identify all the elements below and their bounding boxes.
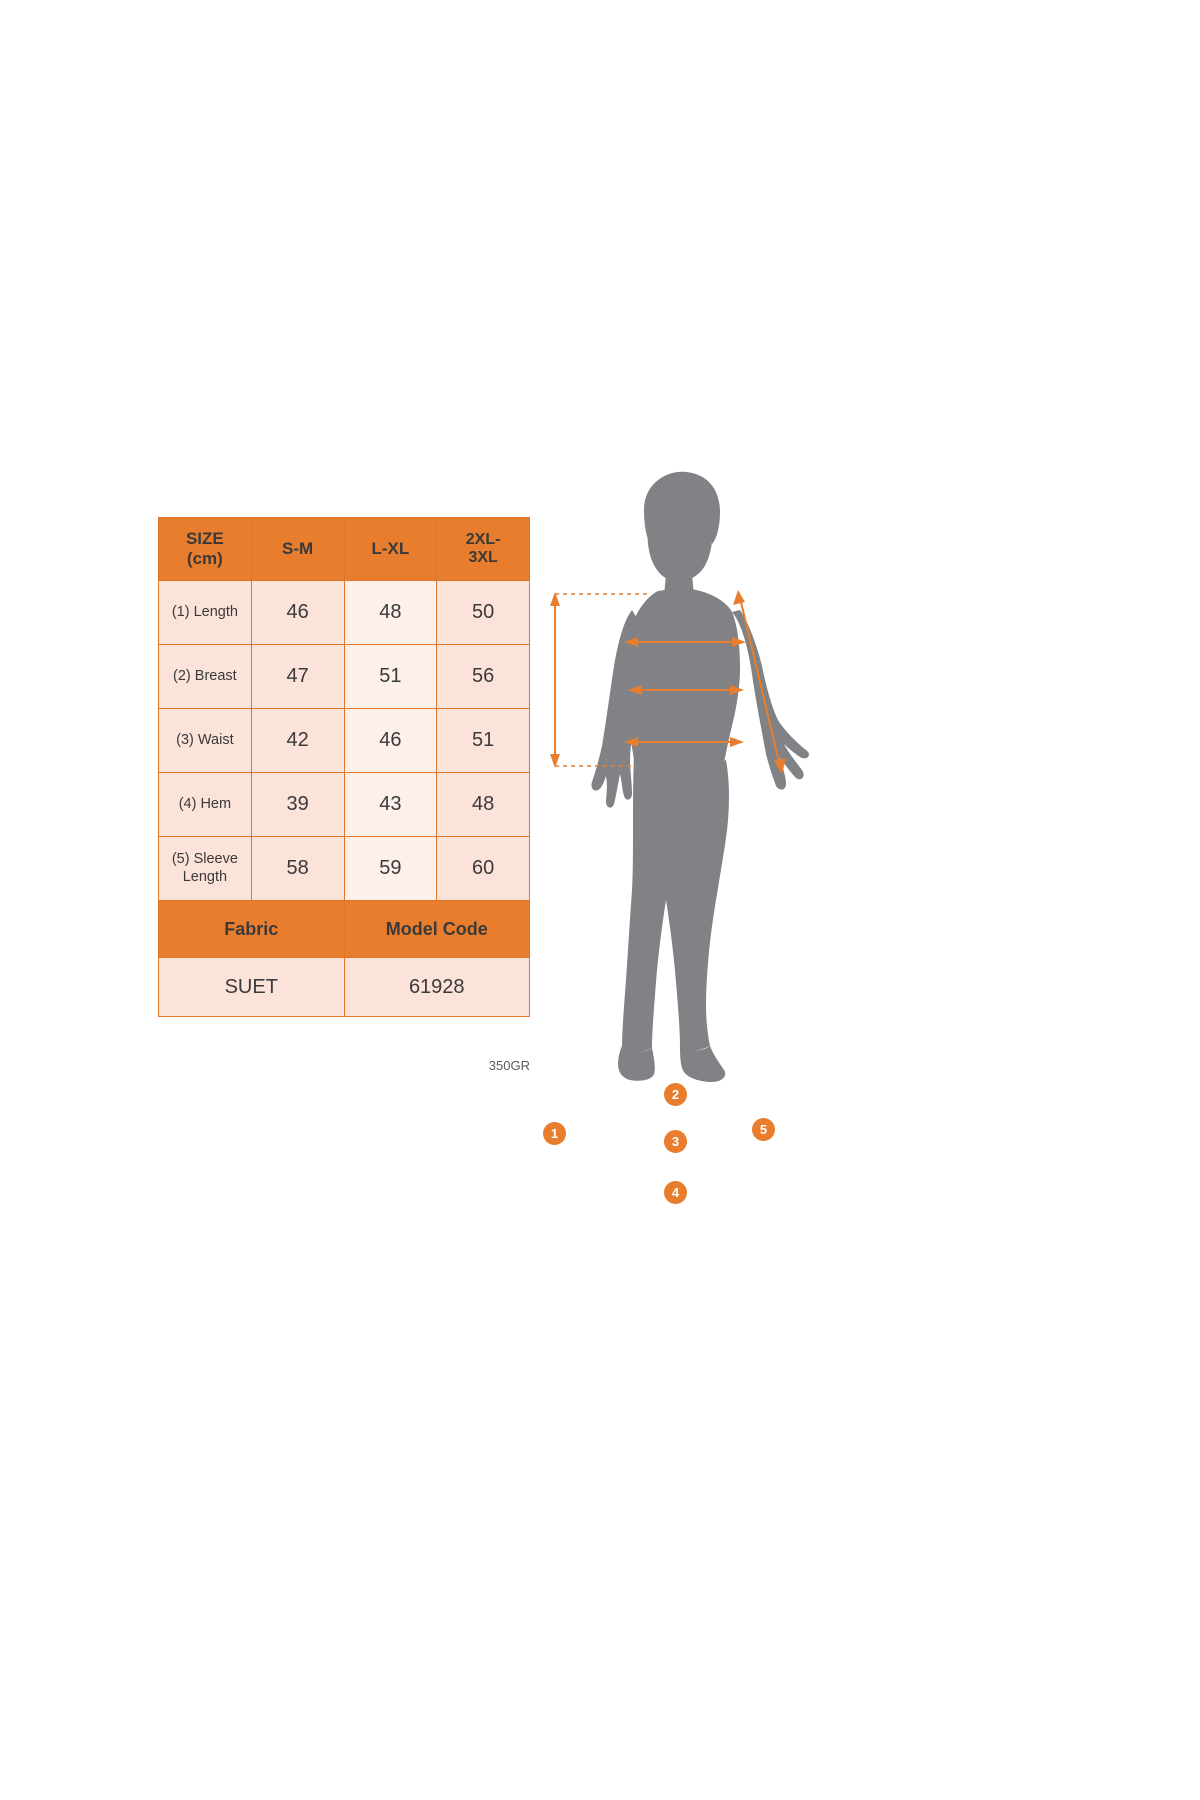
model-silhouette-svg xyxy=(540,470,870,1090)
header-size-line2: (cm) xyxy=(186,549,223,568)
cell-hem-lxl: 43 xyxy=(344,773,437,837)
cell-waist-lxl: 46 xyxy=(344,709,437,773)
table-row xyxy=(159,581,530,645)
cell-breast-2xl3xl: 56 xyxy=(437,645,530,709)
row-label-sleeve-line2: Length xyxy=(182,868,228,885)
cell-length-sm: 46 xyxy=(251,581,344,645)
table-footer-value-row xyxy=(159,958,530,1017)
row-label-breast: (2) Breast xyxy=(159,645,252,709)
cell-sleeve-sm: 58 xyxy=(251,837,344,901)
row-label-hem: (4) Hem xyxy=(159,773,252,837)
row-label-sleeve-line1: (5) Sleeve xyxy=(171,851,238,868)
fabric-weight-note: 350GR xyxy=(488,1058,530,1073)
footer-header-fabric: Fabric xyxy=(159,901,345,958)
table-row xyxy=(159,645,530,709)
marker-4-hem: 4 xyxy=(664,1181,687,1204)
body-silhouette xyxy=(591,472,809,1082)
cell-hem-2xl3xl: 48 xyxy=(437,773,530,837)
table-footer-header-row xyxy=(159,901,530,958)
cell-length-2xl3xl: 50 xyxy=(437,581,530,645)
header-2xl-line2: 3XL xyxy=(468,549,498,566)
cell-sleeve-2xl3xl: 60 xyxy=(437,837,530,901)
row-label-length: (1) Length xyxy=(159,581,252,645)
model-figure-illustration xyxy=(540,470,870,1200)
cell-waist-2xl3xl: 51 xyxy=(437,709,530,773)
row-label-sleeve-length xyxy=(159,837,252,901)
table-row xyxy=(159,837,530,901)
footer-value-fabric: SUET xyxy=(159,958,345,1017)
cell-length-lxl: 48 xyxy=(344,581,437,645)
header-col-2xl3xl xyxy=(437,518,530,581)
hem-arrow-right xyxy=(730,737,744,747)
marker-1-length: 1 xyxy=(543,1122,566,1145)
cell-breast-lxl: 51 xyxy=(344,645,437,709)
row-label-waist: (3) Waist xyxy=(159,709,252,773)
header-size-line1: SIZE xyxy=(185,529,224,549)
header-size-unit xyxy=(159,518,252,581)
table-header-row xyxy=(159,518,530,581)
marker-2-breast: 2 xyxy=(664,1083,687,1106)
marker-3-waist: 3 xyxy=(664,1130,687,1153)
sleeve-line xyxy=(740,598,780,766)
footer-value-model-code: 61928 xyxy=(344,958,530,1017)
header-col-lxl: L-XL xyxy=(344,518,437,581)
cell-waist-sm: 42 xyxy=(251,709,344,773)
footer-header-model-code: Model Code xyxy=(344,901,530,958)
header-2xl-line1: 2XL- xyxy=(465,530,501,548)
cell-sleeve-lxl: 59 xyxy=(344,837,437,901)
sleeve-arrow-top xyxy=(733,590,745,605)
cell-hem-sm: 39 xyxy=(251,773,344,837)
cell-breast-sm: 47 xyxy=(251,645,344,709)
table-row xyxy=(159,773,530,837)
size-table xyxy=(158,517,530,1017)
header-col-sm: S-M xyxy=(251,518,344,581)
table-row xyxy=(159,709,530,773)
marker-5-sleeve-length: 5 xyxy=(752,1118,775,1141)
